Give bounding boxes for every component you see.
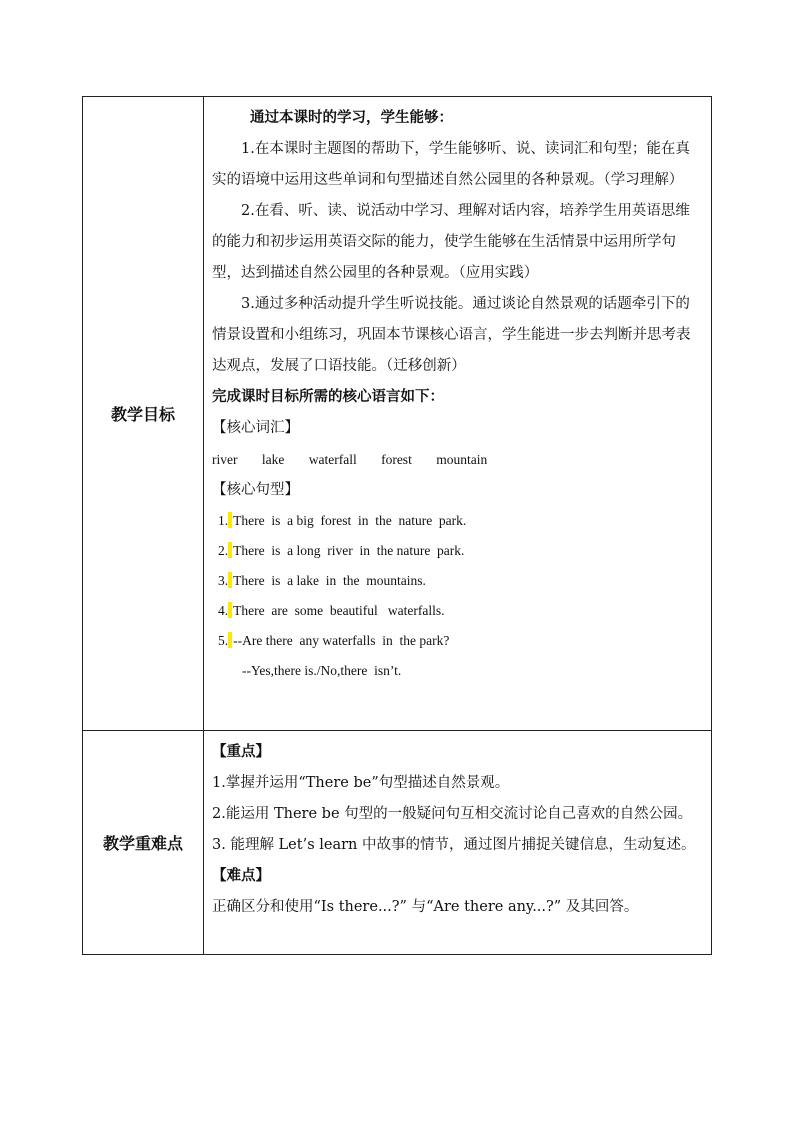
sentence-number: 5.: [218, 633, 229, 648]
highlight-mark: [228, 632, 232, 648]
sentence-item: [212, 506, 703, 536]
sentence-text: There is a lake in the mountains.: [233, 573, 426, 588]
sentence-item: [212, 596, 703, 626]
vocab-heading: 【核心词汇】: [212, 420, 299, 436]
sentence-item: [212, 536, 703, 566]
highlight-mark: [228, 602, 232, 618]
objectives-intro: 通过本课时的学习，学生能够：: [250, 110, 453, 126]
difficulty-text: 正确区分和使用“Is there...?” 与“Are there any...?” 及其回答。: [212, 899, 639, 915]
sentence-number: 1.: [218, 513, 229, 528]
sentence-text: --Are there any waterfalls in the park?: [233, 633, 450, 648]
highlight-mark: [228, 542, 232, 558]
vocab-item: river: [212, 452, 238, 467]
focus-heading: 【重点】: [212, 744, 270, 760]
lesson-plan-table: [82, 96, 712, 955]
keypoints-content: [204, 731, 712, 955]
vocab-item: mountain: [436, 452, 488, 467]
goal-1: 1.在本课时主题图的帮助下，学生能够听、说、读词汇和句型；能在真实的语境中运用这些单词和句型描述自然公园里的各种景观。（学习理解）: [212, 141, 690, 188]
goal-3: 3.通过多种活动提升学生听说技能。通过谈论自然景观的话题牵引下的情景设置和小组练习，巩固本节课核心语言，学生能进一步去判断并思考表达观点，发展了口语技能。（迁移创新）: [212, 296, 691, 374]
objectives-label: 教学目标: [83, 97, 204, 731]
sentence-text: There are some beautiful waterfalls.: [233, 603, 445, 618]
focus-item: 2.能运用 There be 句型的一般疑问句互相交流讨论自己喜欢的自然公园。: [212, 806, 693, 822]
objectives-row: [83, 97, 712, 731]
vocab-list: [212, 444, 703, 475]
sentence-number: 2.: [218, 543, 229, 558]
core-language-heading: 完成课时目标所需的核心语言如下：: [212, 389, 444, 405]
sentence-item: [212, 626, 703, 656]
sentence-heading: 【核心句型】: [212, 482, 299, 498]
sentence-number: 3.: [218, 573, 229, 588]
keypoints-row: [83, 731, 712, 955]
difficulty-heading: 【难点】: [212, 868, 270, 884]
objectives-content: [204, 97, 712, 731]
sentence-text: There is a long river in the nature park.: [233, 543, 465, 558]
highlight-mark: [228, 572, 232, 588]
highlight-mark: [228, 512, 232, 528]
sentence-item: [212, 566, 703, 596]
focus-item: 3. 能理解 Let’s learn 中故事的情节，通过图片捕捉关键信息，生动复述。: [212, 837, 696, 853]
sentence-number: 4.: [218, 603, 229, 618]
goal-2: 2.在看、听、读、说活动中学习、理解对话内容，培养学生用英语思维的能力和初步运用英语交际的能力，使学生能够在生活情景中运用所学句型，达到描述自然公园里的各种景观。（应用实践）: [212, 203, 690, 281]
keypoints-label: 教学重难点: [83, 731, 204, 955]
vocab-item: waterfall: [308, 452, 357, 467]
vocab-item: lake: [261, 452, 285, 467]
focus-item: 1.掌握并运用“There be”句型描述自然景观。: [212, 775, 510, 791]
vocab-item: forest: [381, 452, 412, 467]
sentence-answer: --Yes,there is./No,there isn’t.: [242, 663, 402, 678]
sentence-text: There is a big forest in the nature park.: [233, 513, 467, 528]
